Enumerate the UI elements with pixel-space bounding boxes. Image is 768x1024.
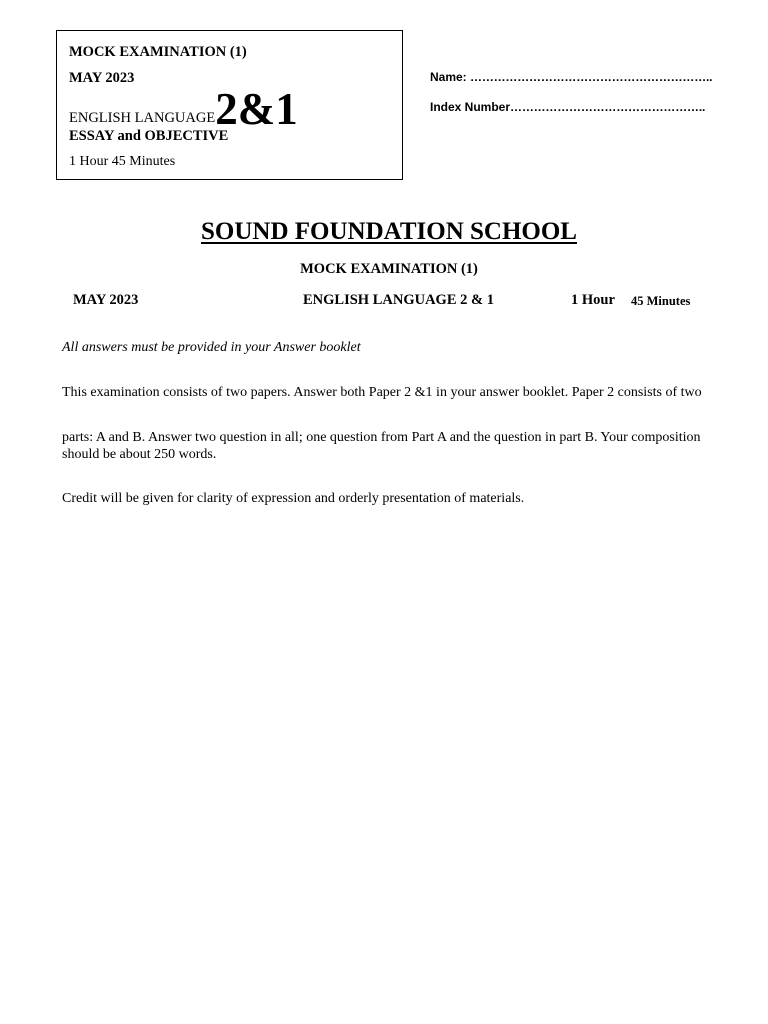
answers-note: All answers must be provided in your Answer booklet [62, 340, 361, 355]
name-label: Name: [430, 70, 467, 84]
exam-subtitle: MOCK EXAMINATION (1) [300, 261, 478, 277]
box-exam-title: MOCK EXAMINATION (1) [69, 44, 247, 60]
name-field[interactable] [430, 70, 712, 84]
index-number-field[interactable] [430, 100, 705, 114]
school-title: SOUND FOUNDATION SCHOOL [201, 218, 577, 245]
exam-minutes: 45 Minutes [631, 294, 691, 308]
instruction-paragraph-1: This examination consists of two papers. Answer both Paper 2 &1 in your answer booklet. Paper 2 consists of two [62, 385, 702, 400]
box-duration: 1 Hour 45 Minutes [69, 154, 176, 169]
instruction-paragraph-2: parts: A and B. Answer two question in all; one question from Part A and the question in part B. Your composition should be about 250 words. [62, 430, 701, 462]
index-dots: ………………………………………….. [510, 100, 706, 114]
name-dots: …………………………………………………….. [470, 70, 713, 84]
box-date: MAY 2023 [69, 70, 135, 86]
exam-info-box [56, 30, 403, 180]
exam-subject: ENGLISH LANGUAGE 2 & 1 [303, 292, 494, 308]
exam-hour: 1 Hour [571, 292, 615, 308]
index-label: Index Number [430, 100, 511, 114]
exam-date: MAY 2023 [73, 292, 139, 308]
instruction-paragraph-3: Credit will be given for clarity of expression and orderly presentation of materials. [62, 491, 525, 506]
box-paper-type: ESSAY and OBJECTIVE [69, 128, 229, 144]
box-paper-numbers: 2&1 [215, 84, 298, 134]
box-subject: ENGLISH LANGUAGE [69, 110, 216, 126]
